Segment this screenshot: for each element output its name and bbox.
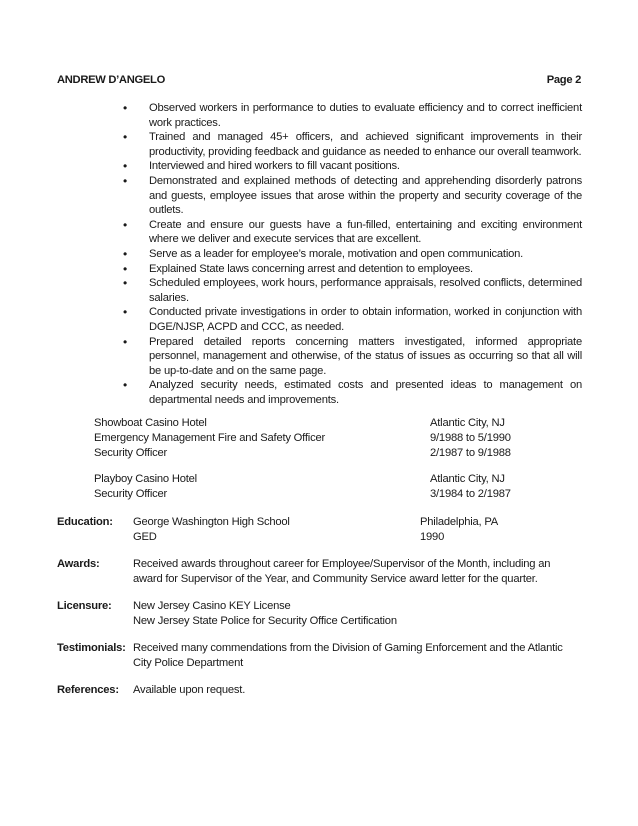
position-title: Security Officer bbox=[94, 447, 168, 460]
license-item: New Jersey Casino KEY License bbox=[133, 600, 291, 612]
job-showboat bbox=[94, 416, 524, 462]
candidate-name: ANDREW D’ANGELO bbox=[57, 74, 165, 86]
degree-year: 1990 bbox=[420, 531, 445, 544]
section-label: Testimonials: bbox=[57, 642, 126, 654]
school-name: George Washington High School bbox=[133, 516, 290, 528]
list-item: • Create and ensure our guests have a fun-filled, entertaining and exciting environment where we deliver and execute services that are excellent. bbox=[120, 218, 582, 247]
position-title: Security Officer bbox=[94, 488, 168, 501]
degree: GED bbox=[133, 531, 157, 544]
job-playboy bbox=[94, 472, 524, 502]
awards-text: Received awards throughout career for Employee/Supervisor of the Month, including an award for Supervisor of the Year, and Community Service award letter for the quarter. bbox=[133, 558, 551, 585]
section-label: Licensure: bbox=[57, 600, 112, 612]
employer-location: Atlantic City, NJ bbox=[430, 473, 505, 485]
position-title: Emergency Management Fire and Safety Officer bbox=[94, 432, 326, 445]
school-location: Philadelphia, PA bbox=[420, 516, 499, 528]
list-item: • Scheduled employees, work hours, performance appraisals, resolved conflicts, determined salaries. bbox=[120, 276, 582, 305]
page-number: Page 2 bbox=[546, 74, 581, 86]
license-item: New Jersey State Police for Security Office Certification bbox=[133, 615, 397, 628]
section-label: Education: bbox=[57, 516, 113, 528]
testimonials-text: Received many commendations from the Division of Gaming Enforcement and the Atlantic City Police Department bbox=[133, 642, 563, 669]
references-text: Available upon request. bbox=[133, 684, 246, 696]
section-label: Awards: bbox=[57, 558, 100, 570]
employer-location: Atlantic City, NJ bbox=[430, 417, 505, 429]
list-item: • Trained and managed 45+ officers, and achieved significant improvements in their productivity, providing feedback and guidance as needed to enhance our overall teamwork. bbox=[120, 130, 582, 159]
employer-name: Showboat Casino Hotel bbox=[94, 417, 207, 429]
page-header bbox=[57, 73, 581, 88]
employer-name: Playboy Casino Hotel bbox=[94, 473, 197, 485]
list-item: • Conducted private investigations in order to obtain information, worked in conjunction with DGE/NJSP, ACPD and CCC, as needed. bbox=[120, 305, 582, 334]
list-item: • Demonstrated and explained methods of detecting and apprehending disorderly patrons and guests, employee issues that arose within the property and security coverage of the outlets. bbox=[120, 174, 582, 218]
list-item: • Prepared detailed reports concerning matters investigated, informed appropriate personnel, management and otherwise, of the status of issues as occurring so that all will be up-to-date and on the same page. bbox=[120, 335, 582, 379]
list-item: • Observed workers in performance to duties to evaluate efficiency and to correct inefficient work practices. bbox=[120, 101, 582, 130]
list-item: • Explained State laws concerning arrest and detention to employees. bbox=[120, 262, 582, 277]
position-dates: 9/1988 to 5/1990 bbox=[430, 432, 511, 445]
list-item: • Interviewed and hired workers to fill vacant positions. bbox=[120, 159, 582, 174]
position-dates: 3/1984 to 2/1987 bbox=[430, 488, 511, 501]
position-dates: 2/1987 to 9/1988 bbox=[430, 447, 511, 460]
section-label: References: bbox=[57, 684, 119, 696]
list-item: • Serve as a leader for employee’s morale, motivation and open communication. bbox=[120, 247, 582, 262]
list-item: • Analyzed security needs, estimated costs and presented ideas to management on departmental needs and improvements. bbox=[120, 378, 582, 407]
duties-list bbox=[120, 101, 582, 407]
